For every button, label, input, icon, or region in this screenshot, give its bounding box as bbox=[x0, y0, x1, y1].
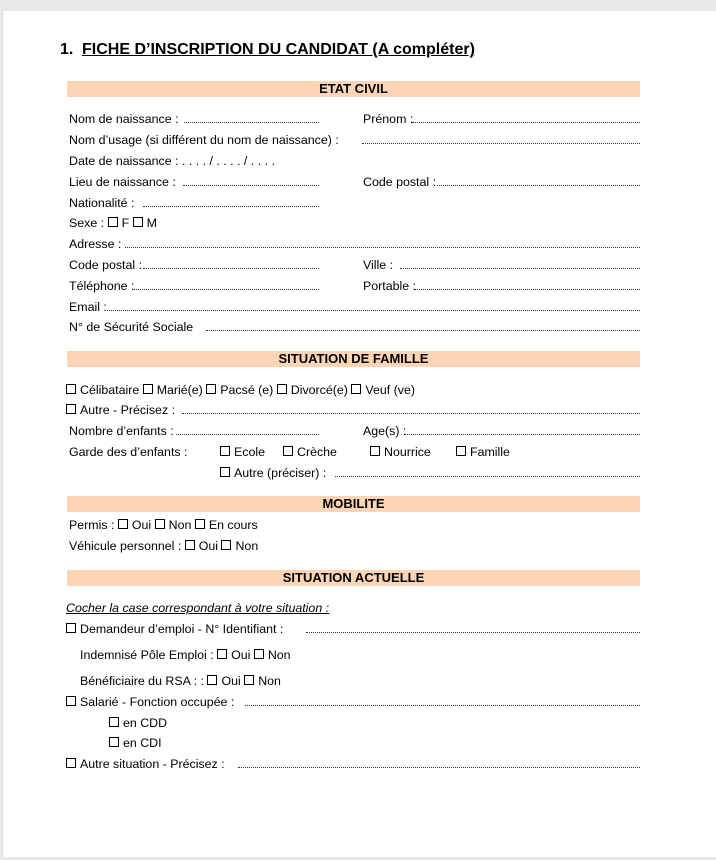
label-ages: Age(s) : bbox=[363, 424, 407, 438]
vehicule-row bbox=[69, 539, 258, 554]
label-permis-oui: Oui bbox=[131, 518, 152, 532]
field-ages[interactable] bbox=[405, 434, 640, 435]
label-nom-naissance: Nom de naissance : bbox=[69, 112, 179, 126]
checkbox-divorce[interactable] bbox=[277, 384, 287, 394]
label-vehicule: Véhicule personnel : bbox=[69, 539, 182, 553]
checkbox-vehicule-oui[interactable] bbox=[185, 540, 195, 550]
label-prenom: Prénom : bbox=[363, 112, 414, 126]
field-lieu-naissance[interactable] bbox=[183, 185, 319, 186]
label-date-naissance: Date de naissance : . . . . / . . . . / . . . . bbox=[69, 154, 275, 168]
label-code-postal-naissance: Code postal : bbox=[363, 175, 437, 189]
label-autre-situation: Autre situation - Précisez : bbox=[80, 757, 225, 771]
label-nom-usage: Nom d’usage (si différent du nom de naissance) : bbox=[69, 133, 339, 147]
field-prenom[interactable] bbox=[412, 122, 640, 123]
label-nationalite: Nationalité : bbox=[69, 196, 135, 210]
field-email[interactable] bbox=[107, 310, 640, 311]
label-divorce: Divorcé(e) bbox=[290, 383, 348, 397]
demandeur-row bbox=[66, 622, 283, 637]
checkbox-rsa-oui[interactable] bbox=[207, 675, 217, 685]
checkbox-cdd[interactable] bbox=[109, 717, 119, 727]
field-secu[interactable] bbox=[206, 330, 640, 331]
label-celibataire: Célibataire bbox=[80, 383, 140, 397]
label-sexe-m: M bbox=[146, 216, 157, 230]
checkbox-garde-autre[interactable] bbox=[220, 467, 230, 477]
instruction-note: Cocher la case correspondant à votre situation : bbox=[66, 601, 330, 615]
checkbox-sexe-f[interactable] bbox=[108, 217, 118, 227]
sexe-row bbox=[69, 216, 157, 231]
field-nationalite[interactable] bbox=[143, 206, 319, 207]
checkbox-pacse[interactable] bbox=[206, 384, 216, 394]
cdi-row bbox=[109, 736, 162, 751]
checkbox-cdi[interactable] bbox=[109, 737, 119, 747]
label-adresse: Adresse : bbox=[69, 237, 122, 251]
field-nom-usage[interactable] bbox=[362, 143, 640, 144]
checkbox-vehicule-non[interactable] bbox=[221, 540, 231, 550]
section-mobilite: MOBILITE bbox=[67, 496, 640, 512]
label-cdd: en CDD bbox=[123, 716, 168, 730]
checkbox-demandeur[interactable] bbox=[66, 623, 76, 633]
label-secu: N° de Sécurité Sociale bbox=[69, 320, 194, 334]
label-permis-en-cours: En cours bbox=[208, 518, 258, 532]
label-demandeur: Demandeur d’emploi - N° Identifiant : bbox=[80, 622, 284, 636]
field-ville[interactable] bbox=[400, 268, 640, 269]
rsa-row bbox=[80, 674, 281, 689]
garde-autre bbox=[220, 466, 326, 481]
garde-ecole bbox=[220, 445, 265, 460]
garde-nourrice bbox=[370, 445, 431, 460]
checkbox-veuf[interactable] bbox=[351, 384, 361, 394]
label-permis-non: Non bbox=[168, 518, 192, 532]
label-email: Email : bbox=[69, 300, 107, 314]
checkbox-marie[interactable] bbox=[143, 384, 153, 394]
field-nb-enfants[interactable] bbox=[176, 434, 319, 435]
checkbox-autre-statut[interactable] bbox=[66, 404, 76, 414]
label-sexe: Sexe : bbox=[69, 216, 105, 230]
checkbox-creche[interactable] bbox=[283, 446, 293, 456]
checkbox-permis-non[interactable] bbox=[155, 519, 165, 529]
section-actuelle: SITUATION ACTUELLE bbox=[67, 570, 640, 586]
label-rsa-non: Non bbox=[258, 674, 281, 688]
checkbox-sexe-m[interactable] bbox=[133, 217, 143, 227]
field-autre-situation[interactable] bbox=[238, 767, 640, 768]
checkbox-ecole[interactable] bbox=[220, 446, 230, 456]
label-vehicule-oui: Oui bbox=[198, 539, 219, 553]
cdd-row bbox=[109, 716, 167, 731]
label-garde-autre: Autre (préciser) : bbox=[234, 466, 327, 480]
label-rsa: Bénéficiaire du RSA : : bbox=[80, 674, 204, 688]
field-code-postal[interactable] bbox=[143, 268, 319, 269]
checkbox-rsa-non[interactable] bbox=[244, 675, 254, 685]
label-veuf: Veuf (ve) bbox=[365, 383, 415, 397]
label-portable: Portable : bbox=[363, 279, 417, 293]
label-indemnise: Indemnisé Pôle Emploi : bbox=[80, 648, 214, 662]
checkbox-permis-en-cours[interactable] bbox=[195, 519, 205, 529]
checkbox-autre-situation[interactable] bbox=[66, 758, 76, 768]
label-marie: Marié(e) bbox=[156, 383, 203, 397]
label-lieu-naissance: Lieu de naissance : bbox=[69, 175, 176, 189]
checkbox-indemnise-oui[interactable] bbox=[217, 649, 227, 659]
field-garde-autre[interactable] bbox=[335, 476, 640, 477]
section-famille: SITUATION DE FAMILLE bbox=[67, 351, 640, 367]
label-nourrice: Nourrice bbox=[384, 445, 431, 459]
label-creche: Crèche bbox=[297, 445, 337, 459]
label-pacse: Pacsé (e) bbox=[220, 383, 274, 397]
field-code-postal-naissance[interactable] bbox=[437, 185, 640, 186]
garde-famille bbox=[456, 445, 510, 460]
garde-creche bbox=[283, 445, 337, 460]
label-sexe-f: F bbox=[121, 216, 130, 230]
label-telephone: Téléphone : bbox=[69, 279, 135, 293]
form-title bbox=[60, 41, 475, 59]
label-vehicule-non: Non bbox=[235, 539, 259, 553]
statut-row bbox=[66, 383, 415, 398]
label-nb-enfants: Nombre d’enfants : bbox=[69, 424, 174, 438]
field-autre-statut[interactable] bbox=[182, 413, 640, 414]
field-identifiant[interactable] bbox=[306, 632, 640, 633]
field-telephone[interactable] bbox=[134, 289, 319, 290]
field-nom-naissance[interactable] bbox=[184, 122, 319, 123]
checkbox-famille[interactable] bbox=[456, 446, 466, 456]
label-cdi: en CDI bbox=[123, 736, 162, 750]
checkbox-salarie[interactable] bbox=[66, 696, 76, 706]
label-permis: Permis : bbox=[69, 518, 115, 532]
indemnise-row bbox=[80, 648, 291, 663]
checkbox-celibataire[interactable] bbox=[66, 384, 76, 394]
field-fonction[interactable] bbox=[245, 705, 640, 706]
label-salarie: Salarié - Fonction occupée : bbox=[80, 695, 235, 709]
field-portable[interactable] bbox=[415, 289, 640, 290]
label-autre-statut: Autre - Précisez : bbox=[80, 403, 176, 417]
title-number: 1. bbox=[60, 41, 74, 58]
label-ville: Ville : bbox=[363, 258, 394, 272]
field-adresse[interactable] bbox=[125, 247, 640, 248]
label-famille: Famille bbox=[470, 445, 510, 459]
checkbox-permis-oui[interactable] bbox=[118, 519, 128, 529]
label-code-postal: Code postal : bbox=[69, 258, 143, 272]
label-indemnise-non: Non bbox=[267, 648, 291, 662]
autre-statut-row bbox=[66, 403, 175, 418]
title-text: FICHE D’INSCRIPTION DU CANDIDAT (A compléter) bbox=[82, 41, 475, 58]
label-indemnise-oui: Oui bbox=[231, 648, 251, 662]
section-etat-civil: ETAT CIVIL bbox=[67, 81, 640, 97]
salarie-row bbox=[66, 695, 234, 710]
permis-row bbox=[69, 518, 258, 533]
label-rsa-oui: Oui bbox=[221, 674, 241, 688]
label-garde: Garde des d’enfants : bbox=[69, 445, 188, 459]
checkbox-nourrice[interactable] bbox=[370, 446, 380, 456]
label-ecole: Ecole bbox=[234, 445, 265, 459]
autre-situation-row bbox=[66, 757, 225, 772]
checkbox-indemnise-non[interactable] bbox=[254, 649, 264, 659]
